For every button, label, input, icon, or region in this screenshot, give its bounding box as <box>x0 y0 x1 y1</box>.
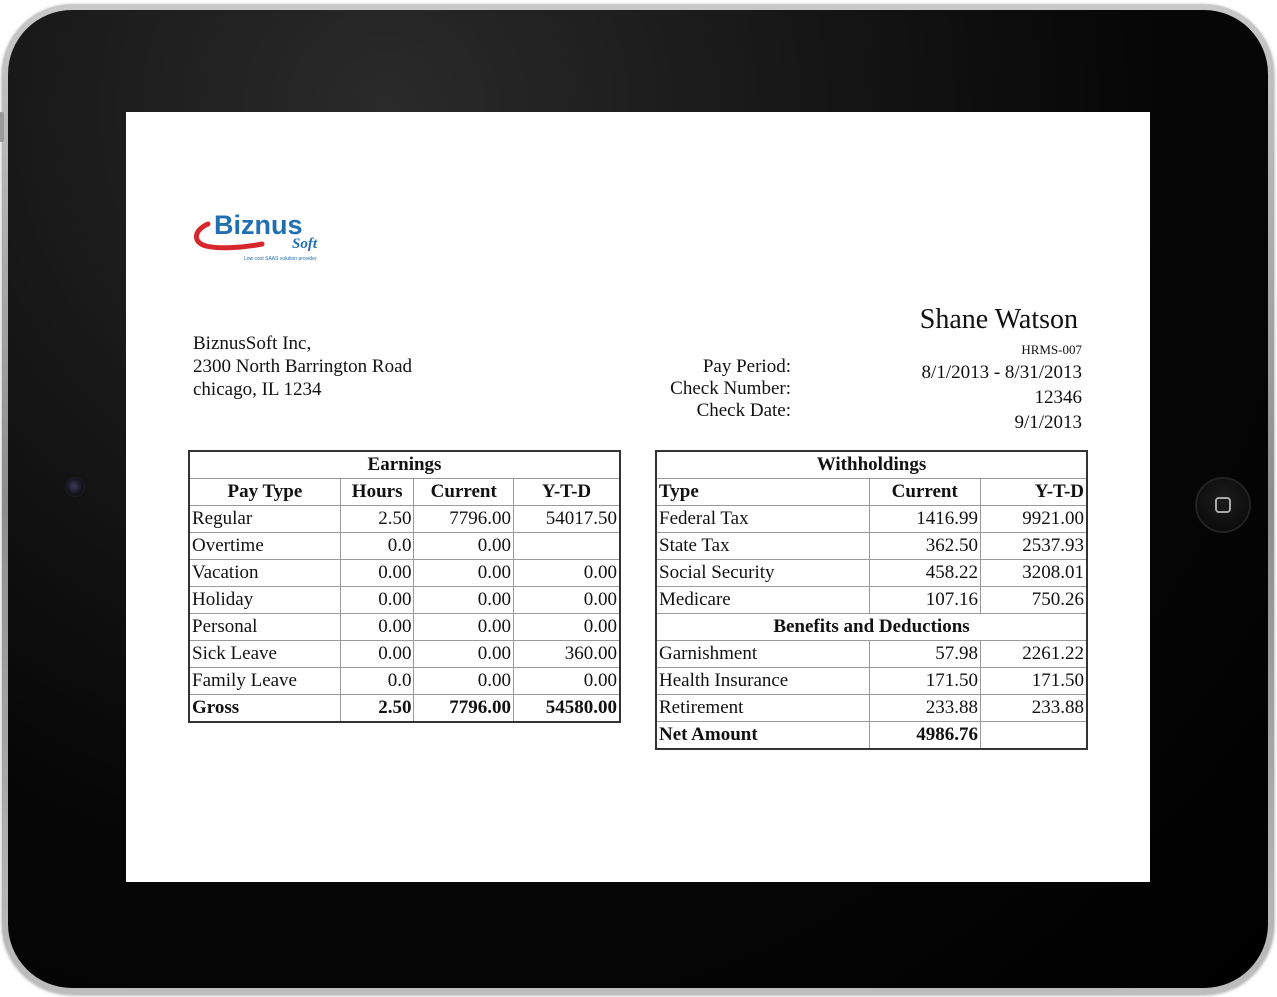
net-amount-value: 4986.76 <box>869 722 980 750</box>
table-row <box>189 668 620 695</box>
net-amount-label: Net Amount <box>656 722 869 750</box>
earnings-header-ytd: Y-T-D <box>513 479 620 506</box>
pay-period-label: Pay Period: <box>702 356 791 377</box>
earnings-cell: Vacation <box>189 560 340 587</box>
table-row <box>189 560 620 587</box>
earnings-cell: 2.50 <box>340 506 414 533</box>
earnings-cell: Regular <box>189 506 340 533</box>
deduction-cell: 233.88 <box>980 695 1087 722</box>
earnings-cell: 0.0 <box>340 533 414 560</box>
screen <box>126 112 1150 882</box>
earnings-cell: 0.00 <box>340 587 414 614</box>
earnings-title: Earnings <box>189 451 620 479</box>
earnings-cell: 0.00 <box>513 614 620 641</box>
gross-current: 7796.00 <box>414 695 514 723</box>
withholding-cell: 1416.99 <box>869 506 980 533</box>
table-row <box>189 614 620 641</box>
withholding-cell: 107.16 <box>869 587 980 614</box>
withholding-cell: State Tax <box>656 533 869 560</box>
company-address <box>193 332 412 401</box>
withholding-cell: 362.50 <box>869 533 980 560</box>
earnings-cell: 0.00 <box>414 641 514 668</box>
earnings-cell: Sick Leave <box>189 641 340 668</box>
withholdings-title: Withholdings <box>656 451 1087 479</box>
withholdings-header-type: Type <box>656 479 869 506</box>
employee-name: Shane Watson <box>919 304 1078 335</box>
earnings-header-current: Current <box>414 479 514 506</box>
biznussoft-logo <box>192 204 332 264</box>
table-row <box>189 587 620 614</box>
camera-icon <box>65 477 85 497</box>
company-name: BiznusSoft Inc, <box>193 333 312 354</box>
table-row <box>656 533 1087 560</box>
table-row <box>656 668 1087 695</box>
check-number-value: 12346 <box>1034 387 1082 408</box>
earnings-cell: 0.0 <box>340 668 414 695</box>
net-amount-row <box>656 722 1087 750</box>
earnings-cell: Family Leave <box>189 668 340 695</box>
table-row <box>656 641 1087 668</box>
earnings-header-pay-type: Pay Type <box>189 479 340 506</box>
deduction-cell: Garnishment <box>656 641 869 668</box>
earnings-cell: 54017.50 <box>513 506 620 533</box>
company-address-line2: chicago, IL 1234 <box>193 379 322 400</box>
earnings-cell: 0.00 <box>414 614 514 641</box>
check-date-value: 9/1/2013 <box>1014 412 1082 433</box>
earnings-cell: 7796.00 <box>414 506 514 533</box>
withholding-cell: 3208.01 <box>980 560 1087 587</box>
earnings-cell: Holiday <box>189 587 340 614</box>
deduction-cell: 57.98 <box>869 641 980 668</box>
home-square-icon <box>1215 497 1231 513</box>
earnings-cell: 0.00 <box>340 641 414 668</box>
earnings-cell: 0.00 <box>414 560 514 587</box>
logo-tagline: Low cost SAAS solution provider <box>244 256 317 262</box>
gross-ytd: 54580.00 <box>513 695 620 723</box>
earnings-cell: 0.00 <box>513 560 620 587</box>
withholding-cell: Social Security <box>656 560 869 587</box>
earnings-cell <box>513 533 620 560</box>
table-row <box>656 587 1087 614</box>
earnings-cell: 360.00 <box>513 641 620 668</box>
withholding-cell: 458.22 <box>869 560 980 587</box>
benefits-deductions-title: Benefits and Deductions <box>656 614 1087 641</box>
deduction-cell: Retirement <box>656 695 869 722</box>
table-row <box>656 506 1087 533</box>
home-button[interactable] <box>1195 477 1251 533</box>
withholdings-header-ytd: Y-T-D <box>980 479 1087 506</box>
earnings-cell: 0.00 <box>340 560 414 587</box>
table-row <box>656 695 1087 722</box>
deduction-cell: 233.88 <box>869 695 980 722</box>
pay-info-labels <box>646 356 791 422</box>
withholding-cell: 2537.93 <box>980 533 1087 560</box>
earnings-cell: Overtime <box>189 533 340 560</box>
withholdings-table <box>655 450 1088 750</box>
side-button <box>0 112 4 142</box>
earnings-header-hours: Hours <box>340 479 414 506</box>
table-row <box>656 560 1087 587</box>
deduction-cell: 2261.22 <box>980 641 1087 668</box>
earnings-cell: 0.00 <box>414 668 514 695</box>
withholding-cell: 750.26 <box>980 587 1087 614</box>
earnings-cell: 0.00 <box>513 668 620 695</box>
company-address-line1: 2300 North Barrington Road <box>193 356 413 377</box>
table-row <box>189 506 620 533</box>
earnings-cell: 0.00 <box>340 614 414 641</box>
withholding-cell: Federal Tax <box>656 506 869 533</box>
table-row <box>189 533 620 560</box>
pay-period-value: 8/1/2013 - 8/31/2013 <box>921 362 1082 383</box>
gross-total-row <box>189 695 620 723</box>
withholding-cell: 9921.00 <box>980 506 1087 533</box>
logo-sub-text: Soft <box>292 236 318 252</box>
withholdings-header-current: Current <box>869 479 980 506</box>
pay-info-values <box>922 360 1082 435</box>
earnings-cell: 0.00 <box>414 533 514 560</box>
table-row <box>189 641 620 668</box>
deduction-cell: 171.50 <box>869 668 980 695</box>
earnings-cell: Personal <box>189 614 340 641</box>
net-amount-ytd <box>980 722 1087 750</box>
deduction-cell: Health Insurance <box>656 668 869 695</box>
check-date-label: Check Date: <box>696 400 791 421</box>
gross-label: Gross <box>189 695 340 723</box>
earnings-table <box>188 450 621 723</box>
gross-hours: 2.50 <box>340 695 414 723</box>
deduction-cell: 171.50 <box>980 668 1087 695</box>
employee-id: HRMS-007 <box>1021 342 1082 357</box>
logo-main-text: Biznus <box>214 210 303 240</box>
check-number-label: Check Number: <box>670 378 791 399</box>
earnings-cell: 0.00 <box>414 587 514 614</box>
earnings-cell: 0.00 <box>513 587 620 614</box>
withholding-cell: Medicare <box>656 587 869 614</box>
